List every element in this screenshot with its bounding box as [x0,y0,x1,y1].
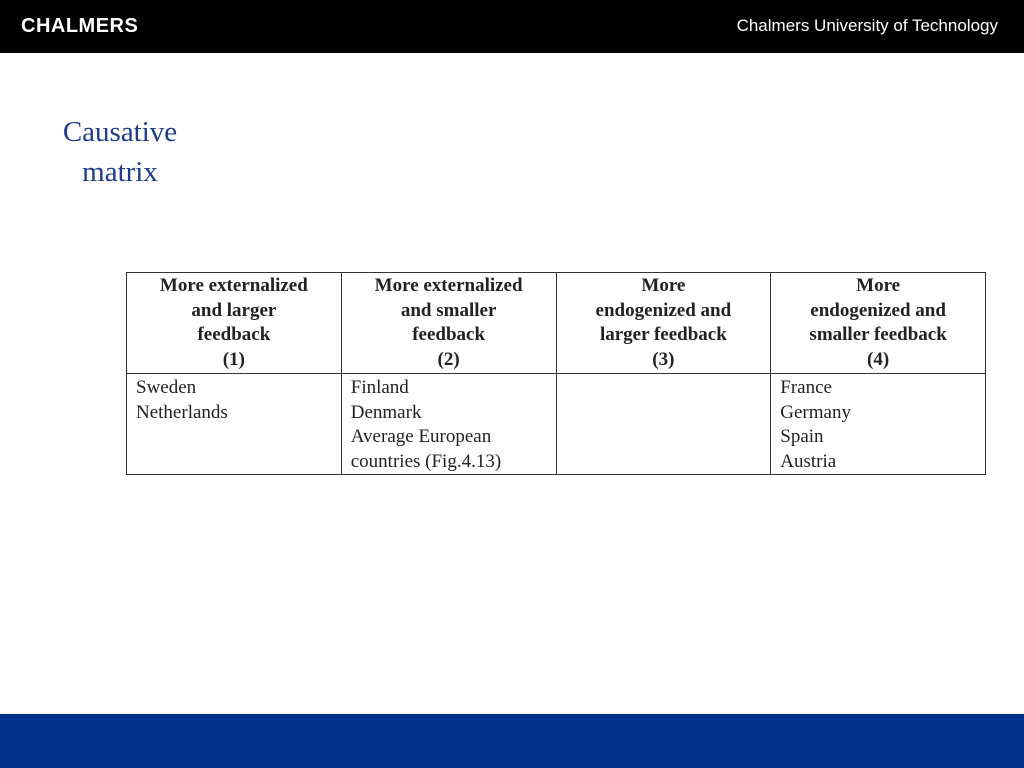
country-item: Netherlands [136,401,228,423]
header-line: (2) [437,348,460,370]
top-bar [0,0,1024,53]
header-line: (1) [222,348,245,370]
table-cell-column-1 [127,374,342,475]
causative-matrix-table [126,272,986,475]
header-line: endogenized and [595,299,732,321]
country-item: Spain [780,426,824,447]
header-line: smaller feedback [809,324,947,345]
header-line: More externalized [374,275,523,296]
table-row [127,374,986,475]
slide-title-line: matrix [82,156,158,188]
header-line: and smaller [400,299,497,321]
university-name: Chalmers University of Technology [736,16,998,35]
column-header-2 [341,273,556,374]
slide-title [40,112,200,192]
table-cell-column-4 [771,374,986,475]
header-line: More externalized [159,275,308,296]
column-header-1 [127,273,342,374]
header-line: More [641,275,686,296]
header-line: and larger [191,299,277,321]
header-line: feedback [412,324,486,345]
country-item: Sweden [136,377,197,398]
header-line: (4) [867,348,890,370]
table-cell-column-3 [556,374,771,475]
header-line: (3) [652,348,675,370]
slide-title-line: Causative [62,116,178,148]
country-item: countries (Fig.4.13) [350,450,502,472]
bottom-bar [0,714,1024,768]
table-header-row [127,273,986,374]
header-line: feedback [197,324,271,345]
country-item: Average European [350,426,492,447]
header-line: endogenized and [810,299,946,321]
column-header-3 [556,273,771,374]
country-item: Finland [350,377,409,398]
country-item: France [780,377,832,398]
country-item: Austria [780,450,837,472]
country-item: Denmark [350,401,422,423]
chalmers-logo: CHALMERS [21,15,139,37]
header-line: More [856,275,901,296]
table-cell-column-2 [341,374,556,475]
header-line: larger feedback [599,324,727,345]
country-item: Germany [780,401,851,423]
column-header-4 [771,273,986,374]
